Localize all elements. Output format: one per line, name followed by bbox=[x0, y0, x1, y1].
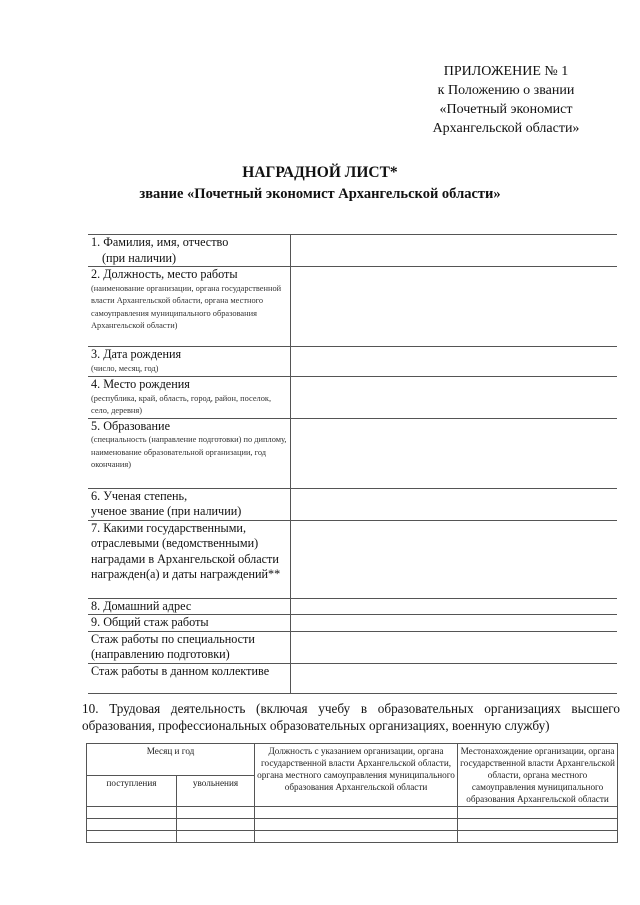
form-row bbox=[88, 267, 617, 347]
employment-row bbox=[87, 819, 618, 831]
employment-cell[interactable] bbox=[255, 831, 458, 843]
field-label: Стаж работы по специальности (направлению подготовки) bbox=[91, 631, 255, 661]
form-value-field[interactable] bbox=[291, 235, 618, 267]
end-date-header: увольнения bbox=[177, 775, 255, 807]
employment-cell[interactable] bbox=[458, 807, 618, 819]
employment-table bbox=[86, 743, 618, 843]
form-value-field[interactable] bbox=[291, 377, 618, 419]
appendix-line-2: к Положению о звании bbox=[437, 83, 575, 98]
month-year-header: Месяц и год bbox=[87, 744, 255, 776]
form-value-field[interactable] bbox=[291, 520, 618, 598]
form-row bbox=[88, 235, 617, 267]
form-row bbox=[88, 615, 617, 632]
form-row bbox=[88, 631, 617, 663]
field-hint: (наименование организации, органа государственной власти Архангельской области, органа местного самоуправления муниципального образования Архангельской области) bbox=[91, 283, 282, 330]
employment-cell[interactable] bbox=[87, 819, 177, 831]
form-row-label-cell bbox=[88, 488, 291, 520]
appendix-line-3: «Почетный экономист bbox=[439, 102, 573, 117]
employment-row bbox=[87, 807, 618, 819]
appendix-line-4: Архангельской области» bbox=[432, 121, 580, 136]
field-label: 8. Домашний адрес bbox=[91, 598, 192, 613]
document-title: НАГРАДНОЙ ЛИСТ* bbox=[242, 164, 398, 181]
employment-cell[interactable] bbox=[177, 831, 255, 843]
field-label: 6. Ученая степень, bbox=[91, 488, 188, 503]
form-row bbox=[88, 418, 617, 488]
field-label: 9. Общий стаж работы bbox=[91, 615, 209, 629]
location-header: Местонахождение организации, органа государственной власти Архангельской области, органа местного самоуправления муниципального образования Архангельской области bbox=[458, 744, 618, 807]
form-row-label-cell bbox=[88, 377, 291, 419]
position-header: Должность с указанием организации, органа государственной власти Архангельской области, органа местного самоуправления муниципального образования Архангельской области bbox=[255, 744, 458, 807]
form-row bbox=[88, 598, 617, 615]
form-row-label-cell bbox=[88, 235, 291, 267]
form-value-field[interactable] bbox=[291, 663, 618, 693]
field-label: 7. Какими государственными, отраслевыми (ведомственными) наградами в Архангельской области награжден(а) и даты награждений** bbox=[91, 520, 281, 581]
field-label: 5. Образование bbox=[91, 418, 170, 433]
form-row-label-cell bbox=[88, 631, 291, 663]
field-label-continued: (при наличии) bbox=[102, 250, 177, 265]
employment-cell[interactable] bbox=[177, 819, 255, 831]
employment-cell[interactable] bbox=[87, 807, 177, 819]
form-row bbox=[88, 347, 617, 377]
field-label: Стаж работы в данном коллективе bbox=[91, 663, 270, 678]
form-value-field[interactable] bbox=[291, 418, 618, 488]
form-row bbox=[88, 520, 617, 598]
field-label: 2. Должность, место работы bbox=[91, 267, 238, 281]
form-row-label-cell bbox=[88, 520, 291, 598]
form-row bbox=[88, 488, 617, 520]
field-hint: (число, месяц, год) bbox=[91, 363, 159, 373]
employment-cell[interactable] bbox=[255, 819, 458, 831]
employment-row bbox=[87, 831, 618, 843]
form-row-label-cell bbox=[88, 663, 291, 693]
employment-cell[interactable] bbox=[458, 831, 618, 843]
employment-cell[interactable] bbox=[458, 819, 618, 831]
field-hint: (республика, край, область, город, район, поселок, село, деревня) bbox=[91, 393, 272, 415]
form-row-label-cell bbox=[88, 598, 291, 615]
form-row bbox=[88, 377, 617, 419]
form-row-label-cell bbox=[88, 347, 291, 377]
form-row-label-cell bbox=[88, 267, 291, 347]
form-value-field[interactable] bbox=[291, 267, 618, 347]
form-value-field[interactable] bbox=[291, 488, 618, 520]
appendix-line-1: ПРИЛОЖЕНИЕ № 1 bbox=[443, 64, 569, 79]
award-form-table bbox=[88, 234, 617, 694]
document-subtitle: звание «Почетный экономист Архангельской области» bbox=[139, 186, 501, 202]
field-label: 1. Фамилия, имя, отчество bbox=[91, 235, 229, 249]
employment-cell[interactable] bbox=[87, 831, 177, 843]
form-value-field[interactable] bbox=[291, 615, 618, 632]
appendix-header bbox=[400, 62, 612, 138]
form-value-field[interactable] bbox=[291, 631, 618, 663]
employment-cell[interactable] bbox=[255, 807, 458, 819]
field-label: 3. Дата рождения bbox=[91, 347, 182, 361]
start-date-header: поступления bbox=[87, 775, 177, 807]
field-label-continued: ученое звание (при наличии) bbox=[91, 504, 242, 518]
form-row-label-cell bbox=[88, 615, 291, 632]
employment-cell[interactable] bbox=[177, 807, 255, 819]
section-10-heading: 10. Трудовая деятельность (включая учебу в образовательных организациях высшего образования, профессиональных образовательных организациях, военную службу) bbox=[82, 701, 620, 733]
form-row bbox=[88, 663, 617, 693]
form-value-field[interactable] bbox=[291, 347, 618, 377]
field-label: 4. Место рождения bbox=[91, 377, 190, 391]
field-hint: (специальность (направление подготовки) по диплому, наименование образовательной организации, год окончания) bbox=[91, 435, 287, 469]
form-value-field[interactable] bbox=[291, 598, 618, 615]
form-row-label-cell bbox=[88, 418, 291, 488]
employment-header-row bbox=[87, 744, 618, 776]
